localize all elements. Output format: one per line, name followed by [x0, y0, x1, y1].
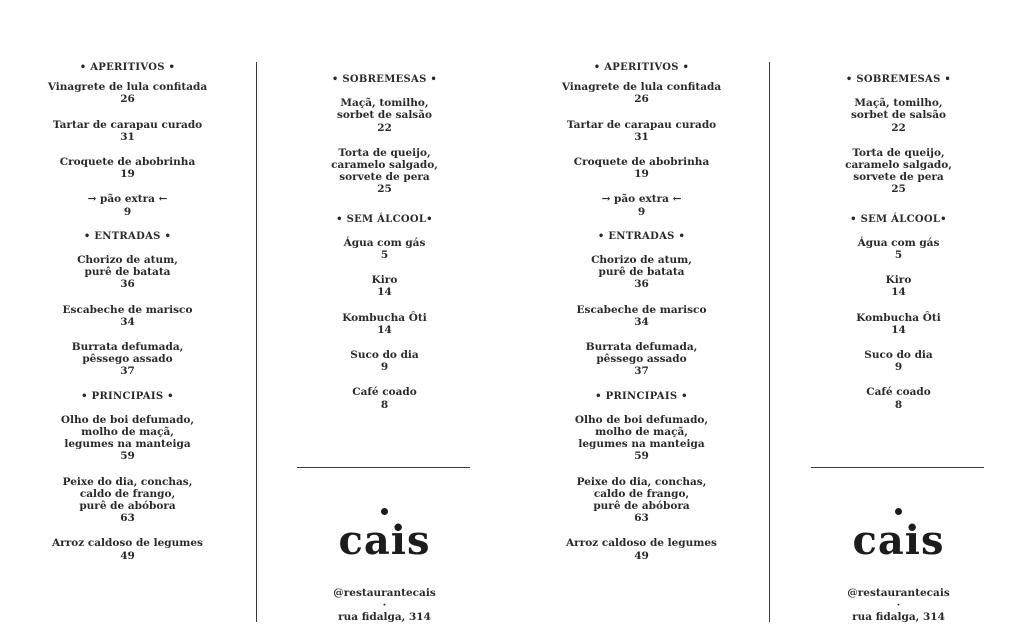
logo-divider	[811, 467, 984, 468]
menu-item	[554, 81, 729, 105]
address: rua fidalga, 314	[852, 611, 945, 623]
menu-item	[811, 386, 986, 410]
instagram-handle: @restaurantecais	[847, 587, 950, 599]
item-price: 34	[634, 315, 649, 328]
menu-item	[554, 254, 729, 291]
menu-item	[40, 156, 215, 180]
item-name: Kombucha Ôti	[342, 311, 427, 324]
menu-item	[554, 156, 729, 180]
item-price: 26	[634, 93, 649, 106]
item-name: Vinagrete de lula confitada	[47, 81, 208, 94]
item-name: Burrata defumada, pêssego assado	[585, 341, 698, 366]
item-name: Torta de queijo, caramelo salgado, sorvete de pera	[845, 146, 952, 184]
restaurant-logo	[297, 508, 472, 564]
instagram-handle: @restaurantecais	[333, 587, 436, 599]
contact-separator: ·	[896, 599, 901, 611]
item-price: 59	[634, 450, 649, 463]
logo-wordmark: cais	[338, 517, 431, 564]
menu-item	[811, 147, 986, 196]
item-price: 14	[377, 323, 392, 336]
item-price: 31	[120, 130, 135, 143]
menu-column-left	[554, 62, 729, 562]
menu-item	[297, 312, 472, 336]
menu-item	[811, 274, 986, 298]
item-price: 8	[894, 398, 903, 411]
menu-item	[40, 341, 215, 378]
item-price: 26	[120, 93, 135, 106]
menu-item	[297, 147, 472, 196]
item-name: Tartar de carapau curado	[566, 118, 717, 131]
item-price: 36	[120, 278, 135, 291]
item-name: → pão extra ←	[87, 193, 168, 206]
item-name: Burrata defumada, pêssego assado	[71, 341, 184, 366]
menu-item	[297, 97, 472, 134]
item-name: Arroz caldoso de legumes	[52, 537, 203, 550]
menu-column-right	[297, 74, 472, 411]
column-divider	[256, 62, 257, 622]
item-price: 31	[634, 130, 649, 143]
item-name: Peixe do dia, conchas, caldo de frango, purê de abóbora	[576, 475, 707, 513]
menu-item	[554, 537, 729, 561]
item-price: 19	[120, 168, 135, 181]
item-name: Kiro	[371, 274, 398, 287]
item-name: Torta de queijo, caramelo salgado, sorvete de pera	[331, 146, 438, 184]
menu-item	[40, 476, 215, 525]
item-price: 49	[634, 549, 649, 562]
item-name: Café coado	[866, 386, 931, 399]
menu-item	[297, 274, 472, 298]
item-name: Arroz caldoso de legumes	[566, 537, 717, 550]
item-name: Suco do dia	[864, 349, 933, 362]
menu-item	[554, 119, 729, 143]
menu-item	[554, 304, 729, 328]
item-price: 37	[634, 365, 649, 378]
section-title-sem-alcool: • SEM ÁLCOOL•	[336, 213, 433, 225]
section-title-entradas: • ENTRADAS •	[83, 230, 172, 242]
section-title-entradas: • ENTRADAS •	[597, 230, 686, 242]
item-price: 34	[120, 315, 135, 328]
item-name: Café coado	[352, 386, 417, 399]
item-price: 36	[634, 278, 649, 291]
item-price: 19	[634, 168, 649, 181]
restaurant-logo	[811, 508, 986, 564]
menu-item	[297, 237, 472, 261]
item-price: 49	[120, 549, 135, 562]
menu-item	[811, 312, 986, 336]
logo-dot	[895, 508, 902, 515]
item-name: Escabeche de marisco	[62, 303, 193, 316]
menu-item	[40, 193, 215, 217]
item-price: 5	[894, 249, 903, 262]
item-price: 63	[634, 512, 649, 525]
item-price: 25	[891, 183, 906, 196]
item-price: 9	[123, 205, 132, 218]
item-price: 8	[380, 398, 389, 411]
menu-item	[297, 349, 472, 373]
item-price: 5	[380, 249, 389, 262]
item-name: Croquete de abobrinha	[573, 156, 710, 169]
item-name: Vinagrete de lula confitada	[561, 81, 722, 94]
menu-item	[811, 237, 986, 261]
item-price: 25	[377, 183, 392, 196]
section-title-aperitivos: • APERITIVOS •	[79, 62, 176, 73]
menu-item	[40, 254, 215, 291]
section-title-aperitivos: • APERITIVOS •	[593, 62, 690, 73]
menu-item	[40, 537, 215, 561]
item-name: Chorizo de atum, purê de batata	[77, 254, 178, 279]
item-name: Maçã, tomilho, sorbet de salsão	[850, 97, 947, 122]
item-name: Maçã, tomilho, sorbet de salsão	[336, 97, 433, 122]
item-price: 9	[380, 361, 389, 374]
item-name: Olho de boi defumado, molho de maçã, legumes na manteiga	[574, 413, 709, 451]
menu-item	[40, 414, 215, 463]
menu-item	[554, 193, 729, 217]
contact-info	[297, 587, 472, 623]
item-price: 14	[891, 323, 906, 336]
menu-item	[554, 414, 729, 463]
item-name: Água com gás	[857, 236, 940, 249]
item-price: 59	[120, 450, 135, 463]
item-name: Chorizo de atum, purê de batata	[591, 254, 692, 279]
menu-item	[811, 97, 986, 134]
logo-dot	[381, 508, 388, 515]
item-name: Croquete de abobrinha	[59, 156, 196, 169]
menu-item	[40, 81, 215, 105]
menu-item	[554, 341, 729, 378]
item-price: 9	[894, 361, 903, 374]
section-title-sobremesas: • SOBREMESAS •	[331, 74, 438, 85]
item-price: 22	[891, 121, 906, 134]
logo-divider	[297, 467, 470, 468]
item-name: Suco do dia	[350, 349, 419, 362]
section-title-principais: • PRINCIPAIS •	[595, 390, 688, 402]
menu-item	[554, 476, 729, 525]
item-name: Olho de boi defumado, molho de maçã, legumes na manteiga	[60, 413, 195, 451]
contact-separator: ·	[382, 599, 387, 611]
item-name: Escabeche de marisco	[576, 303, 707, 316]
menu-item	[40, 304, 215, 328]
menu-item	[811, 349, 986, 373]
item-price: 22	[377, 121, 392, 134]
section-title-sobremesas: • SOBREMESAS •	[845, 74, 952, 85]
item-name: → pão extra ←	[601, 193, 682, 206]
menu-item	[297, 386, 472, 410]
column-divider	[769, 62, 770, 622]
item-price: 37	[120, 365, 135, 378]
contact-info	[811, 587, 986, 623]
item-name: Tartar de carapau curado	[52, 118, 203, 131]
section-title-sem-alcool: • SEM ÁLCOOL•	[850, 213, 947, 225]
menu-item	[40, 119, 215, 143]
item-price: 63	[120, 512, 135, 525]
item-name: Kombucha Ôti	[856, 311, 941, 324]
section-title-principais: • PRINCIPAIS •	[81, 390, 174, 402]
item-price: 14	[377, 286, 392, 299]
item-name: Kiro	[885, 274, 912, 287]
address: rua fidalga, 314	[338, 611, 431, 623]
item-price: 9	[637, 205, 646, 218]
item-name: Água com gás	[343, 236, 426, 249]
item-name: Peixe do dia, conchas, caldo de frango, purê de abóbora	[62, 475, 193, 513]
item-price: 14	[891, 286, 906, 299]
menu-column-right	[811, 74, 986, 411]
menu-column-left	[40, 62, 215, 562]
logo-wordmark: cais	[852, 517, 945, 564]
